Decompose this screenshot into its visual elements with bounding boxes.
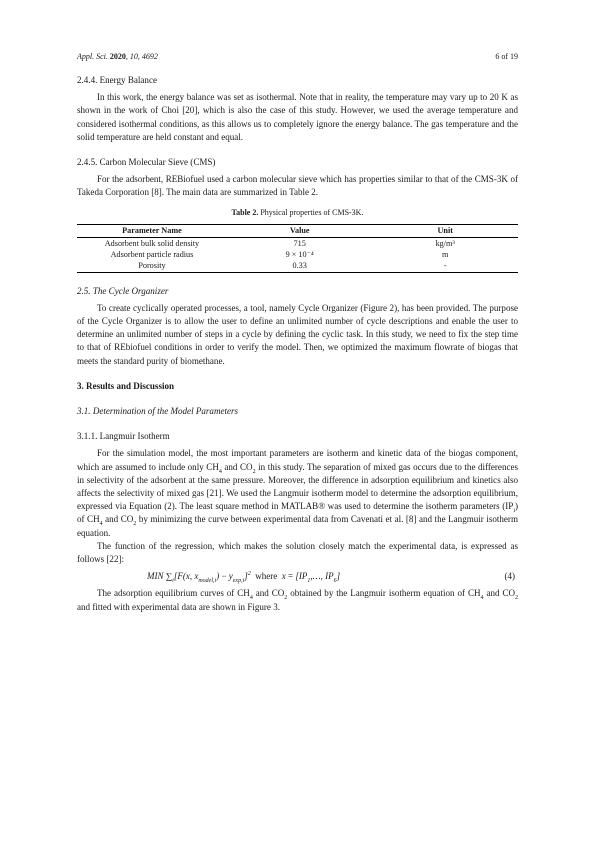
section-title-cms: 2.4.5. Carbon Molecular Sieve (CMS) <box>77 157 216 168</box>
equation-number: (4) <box>504 571 515 582</box>
equation-formula: MIN $\sum_i[F(x$, $x_{model,i}) - y_{exp,i}]^2$ where $x = [IP_1,\dots$, $IP_6$] <box>147 571 341 585</box>
properties-table <box>77 224 518 273</box>
table-caption <box>77 206 518 219</box>
paragraph-cycle-organizer: To create cyclically operated processes, a tool, namely Cycle Organizer (Figure 2), has been provided. The purpose of the Cycle Organizer is to allow the user to define an unlimited number of cycle descriptions and enable the user to determine an unlimited number of steps in a cycle by defining the cyclic task. In this study, we need to fix the step time to that of REbiofuel conditions in order to verify the model. Then, we optimized the maximum flowrate of biogas that meets the standard purity of biomethane. <box>77 302 518 366</box>
table-row <box>77 249 518 260</box>
paragraph-adsorption-curves: The adsorption equilibrium curves of $CH_4$ and $CO_2$ obtained by the Langmuir isotherm equation of $CH_4$ and $CO_2$ and fitted with experimental data are shown in Figure 3. <box>77 588 519 612</box>
section-title-cycle-organizer: 2.5. The Cycle Organizer <box>77 285 169 296</box>
section-title-model-parameters: 3.1. Determination of the Model Parameters <box>77 406 239 417</box>
paragraph-regression: The function of the regression, which makes the solution closely match the experimental data, is expressed as follows [22]: <box>77 540 518 565</box>
page-number: 6 of 19 <box>495 52 518 61</box>
table-header-cell: Unit <box>372 224 518 237</box>
paragraph-cms: For the adsorbent, REBiofuel used a carbon molecular sieve which has properties similar to that of the CMS-3K of Takeda Corporation [8]. The main data are summarized in Table 2. <box>77 174 518 198</box>
section-title-results: 3. Results and Discussion <box>77 380 175 391</box>
table-cell: kg/m³ <box>435 239 455 249</box>
table-header-cell: Value <box>227 224 373 237</box>
equation-4 <box>77 568 518 586</box>
table-row <box>77 238 518 250</box>
table-row <box>77 260 518 272</box>
table-header-cell: Parameter Name <box>77 224 227 237</box>
page-content <box>77 74 518 614</box>
citation-year: 2020 <box>109 52 126 61</box>
journal-citation: Appl. Sci. 2020, 10, 4692 <box>77 52 158 61</box>
table-cell: 0.33 <box>227 260 373 272</box>
table-cell: m <box>442 250 449 260</box>
running-header <box>77 52 518 64</box>
section-title-langmuir: 3.1.1. Langmuir Isotherm <box>77 431 170 442</box>
table-cell: Adsorbent bulk solid density <box>104 239 200 249</box>
table-cell: 9 × 10⁻⁴ <box>285 250 314 260</box>
paragraph-langmuir: For the simulation model, the most important parameters are isotherm and kinetic data of the biogas component, which are assumed to include only $CH_4$ and $CO_2$ in this study. The separation of mixed gas occurs due to the differences in selectivity of the adsorbent at the same pressure. Moreover, the difference in adsorption equilibrium and kinetics also affects the selectivity of mixed gas [21]. We used the Langmuir isotherm model to determine the adsorption equilibrium, expressed via Equation (2). The least square method in MATLAB® was used to determine the isotherm parameters $(IP_i)$ of $CH_4$ and $CO_2$ by minimizing the curve between experimental data from Cavenati et al. [8] and the Langmuir isotherm equation. <box>77 448 519 538</box>
table-cell: 715 <box>293 239 306 249</box>
table-cell: - <box>372 260 518 272</box>
paragraph-energy-balance: In this work, the energy balance was set as isothermal. Note that in reality, the temperature may vary up to 20 K as shown in the work of Choi [20], which is also the case of this study. However, we used the average temperature and considered isothermal conditions, as this allows us to completely ignore the energy balance. The gas temperature and the solid temperature are held constant and equal. <box>77 92 518 142</box>
citation-issue: , 10, 4692 <box>125 52 158 61</box>
table-caption-text: Physical properties of CMS-3K. <box>258 207 364 217</box>
table-header-row <box>77 224 518 237</box>
section-title-energy-balance: 2.4.4. Energy Balance <box>77 75 157 85</box>
table-cell: Adsorbent particle radius <box>110 250 194 260</box>
table-label: Table 2. <box>231 207 259 217</box>
table-cell: Porosity <box>77 260 227 272</box>
